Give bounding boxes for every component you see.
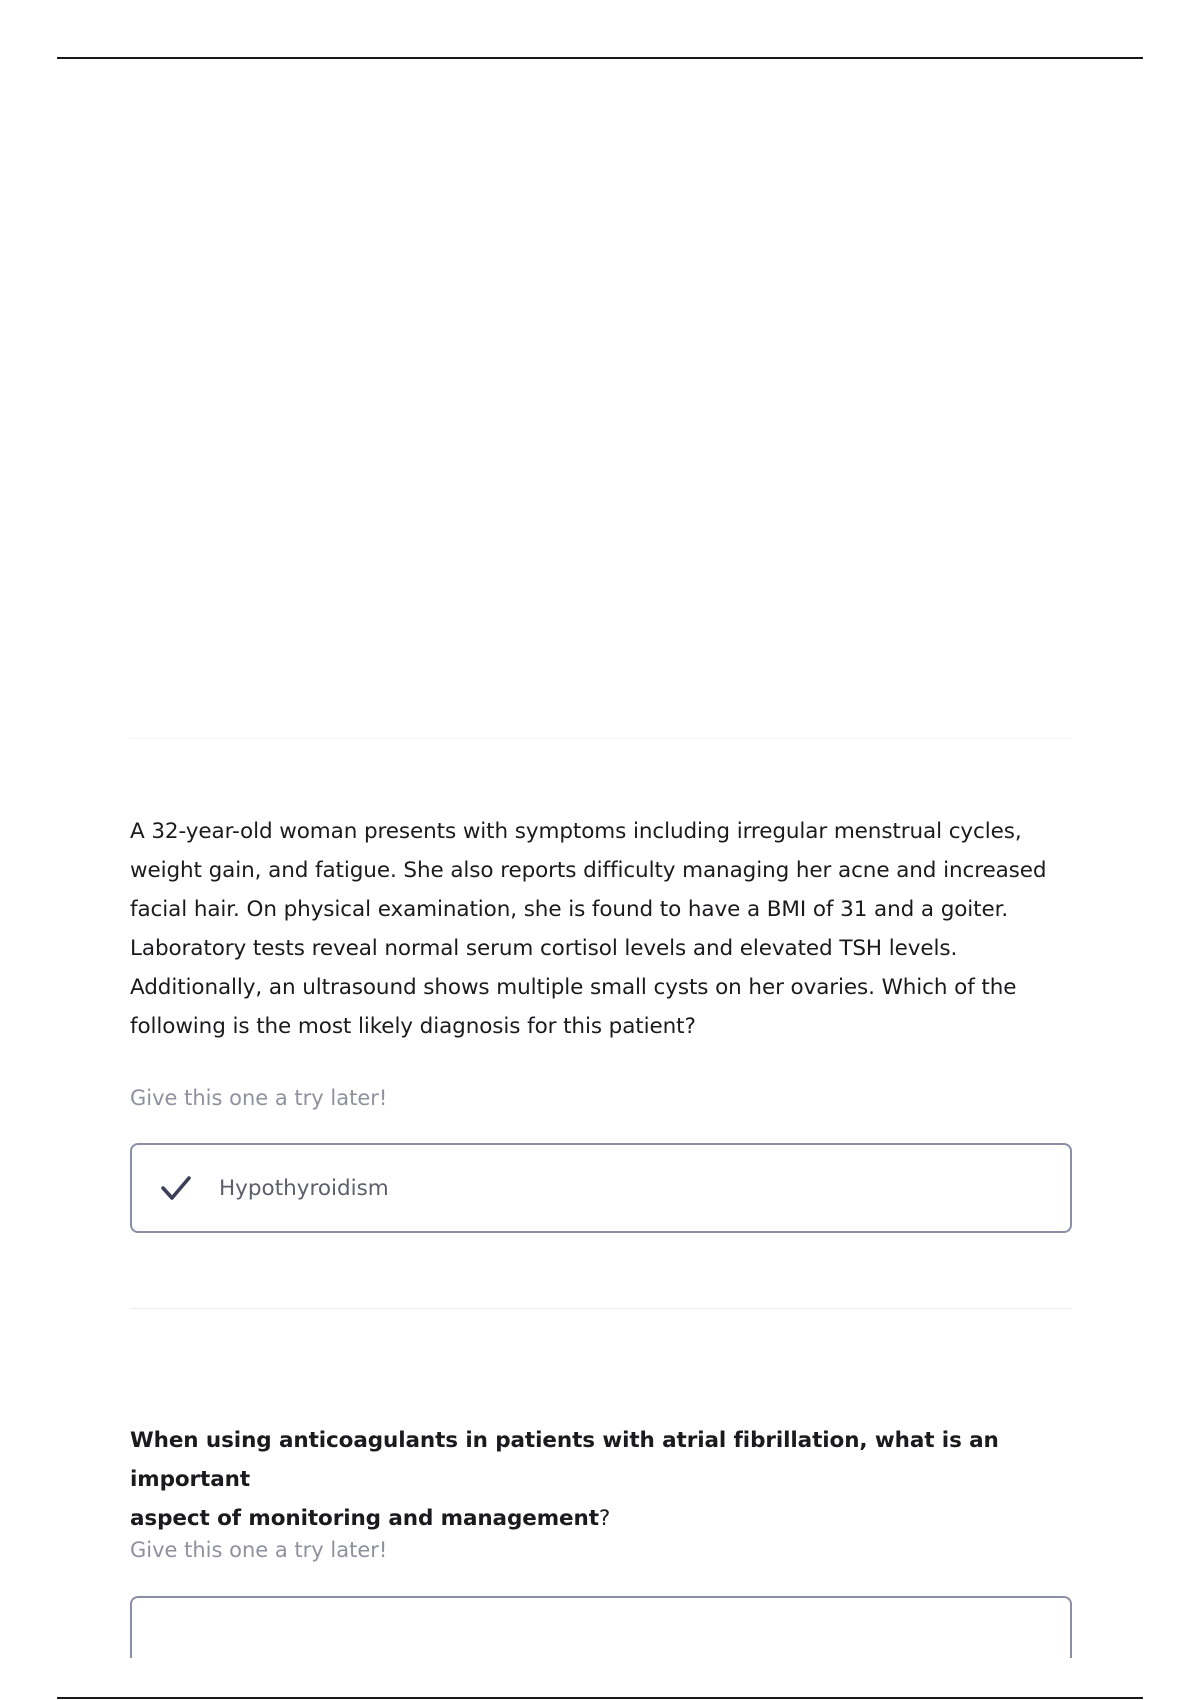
question-text	[130, 1421, 1072, 1538]
question-line: aspect of monitoring and management	[130, 1506, 599, 1531]
answer-input-box[interactable]	[130, 1596, 1072, 1658]
section-divider	[130, 1308, 1072, 1309]
question-line: When using anticoagulants in patients with atrial fibrillation, what is an important	[130, 1428, 999, 1492]
answer-option[interactable]	[130, 1143, 1072, 1233]
bottom-page-rule	[57, 1697, 1143, 1699]
try-later-link[interactable]: Give this one a try later!	[130, 1086, 388, 1110]
question-line: A 32-year-old woman presents with symptoms including irregular menstrual cycles,	[130, 819, 1022, 844]
question-line: facial hair. On physical examination, she is found to have a BMI of 31 and a goiter.	[130, 897, 1009, 922]
question-line: weight gain, and fatigue. She also reports difficulty managing her acne and increased	[130, 858, 1047, 883]
top-page-rule	[57, 57, 1143, 59]
check-icon	[159, 1171, 193, 1205]
try-later-link[interactable]: Give this one a try later!	[130, 1538, 388, 1562]
question-line: Laboratory tests reveal normal serum cortisol levels and elevated TSH levels.	[130, 936, 958, 961]
answer-label: Hypothyroidism	[219, 1175, 389, 1201]
section-divider	[130, 738, 1072, 739]
question-line: Additionally, an ultrasound shows multiple small cysts on her ovaries. Which of the	[130, 975, 1017, 1000]
question-text	[130, 812, 1072, 1046]
question-line: following is the most likely diagnosis for this patient?	[130, 1014, 696, 1039]
question-mark: ?	[598, 1506, 611, 1531]
